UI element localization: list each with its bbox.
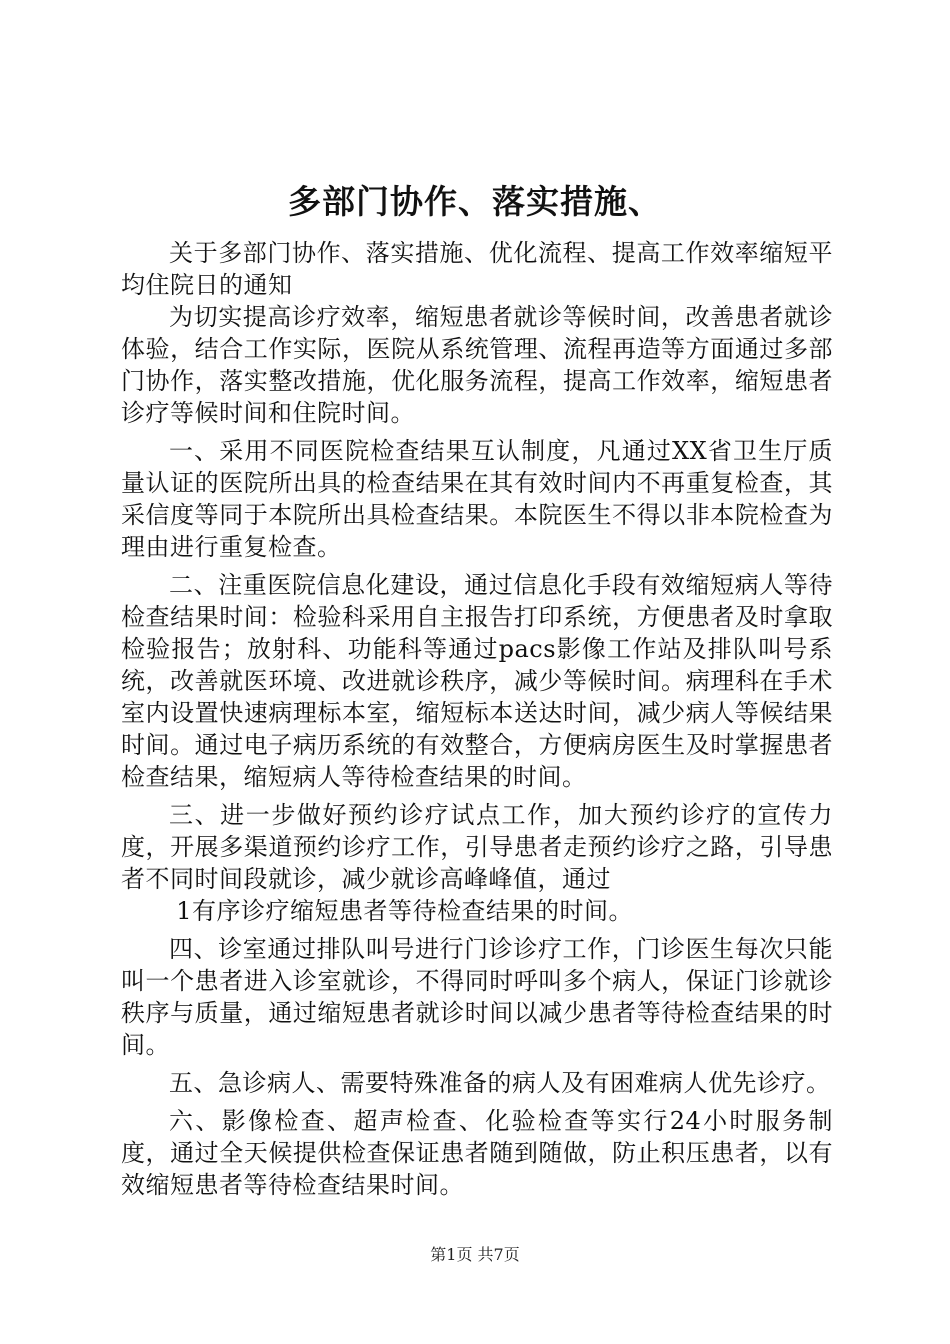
item-5-paragraph: 五、急诊病人、需要特殊准备的病人及有困难病人优先诊疗。	[169, 1069, 831, 1097]
document-title: 多部门协作、落实措施、	[288, 182, 662, 221]
document-body	[121, 237, 833, 1207]
notice-heading-paragraph: 关于多部门协作、落实措施、优化流程、提高工作效率缩短平均住院日的通知	[121, 239, 833, 299]
intro-paragraph: 为切实提高诊疗效率，缩短患者就诊等候时间，改善患者就诊体验，结合工作实际，医院从系统管理、流程再造等方面通过多部门协作，落实整改措施，优化服务流程，提高工作效率，缩短患者诊疗等候时间和住院时间。	[121, 303, 833, 427]
item-6-paragraph: 六、影像检查、超声检查、化验检查等实行24小时服务制度，通过全天候提供检查保证患者随到随做，防止积压患者，以有效缩短患者等待检查结果时间。	[121, 1107, 833, 1199]
item-3-paragraph: 三、进一步做好预约诊疗试点工作，加大预约诊疗的宣传力度，开展多渠道预约诊疗工作，引导患者走预约诊疗之路，引导患者不同时间段就诊，减少就诊高峰峰值，通过	[121, 801, 833, 893]
item-1-paragraph: 一、采用不同医院检查结果互认制度，凡通过XX省卫生厅质量认证的医院所出具的检查结果在其有效时间内不再重复检查，其采信度等同于本院所出具检查结果。本院医生不得以非本院检查为理由进行重复检查。	[121, 437, 833, 561]
item-4-paragraph: 四、诊室通过排队叫号进行门诊诊疗工作，门诊医生每次只能叫一个患者进入诊室就诊，不得同时呼叫多个病人，保证门诊就诊秩序与质量，通过缩短患者就诊时间以减少患者等待检查结果的时间。	[121, 935, 833, 1059]
page-number-footer: 第1页 共7页	[430, 1245, 520, 1264]
item-3-continuation: 1有序诊疗缩短患者等待检查结果的时间。	[176, 897, 633, 925]
item-2-paragraph: 二、注重医院信息化建设，通过信息化手段有效缩短病人等待检查结果时间：检验科采用自主报告打印系统，方便患者及时拿取检验报告；放射科、功能科等通过pacs影像工作站及排队叫号系统，改善就医环境、改进就诊秩序，减少等候时间。病理科在手术室内设置快速病理标本室，缩短标本送达时间，减少病人等候结果时间。通过电子病历系统的有效整合，方便病房医生及时掌握患者检查结果，缩短病人等待检查结果的时间。	[121, 571, 833, 791]
